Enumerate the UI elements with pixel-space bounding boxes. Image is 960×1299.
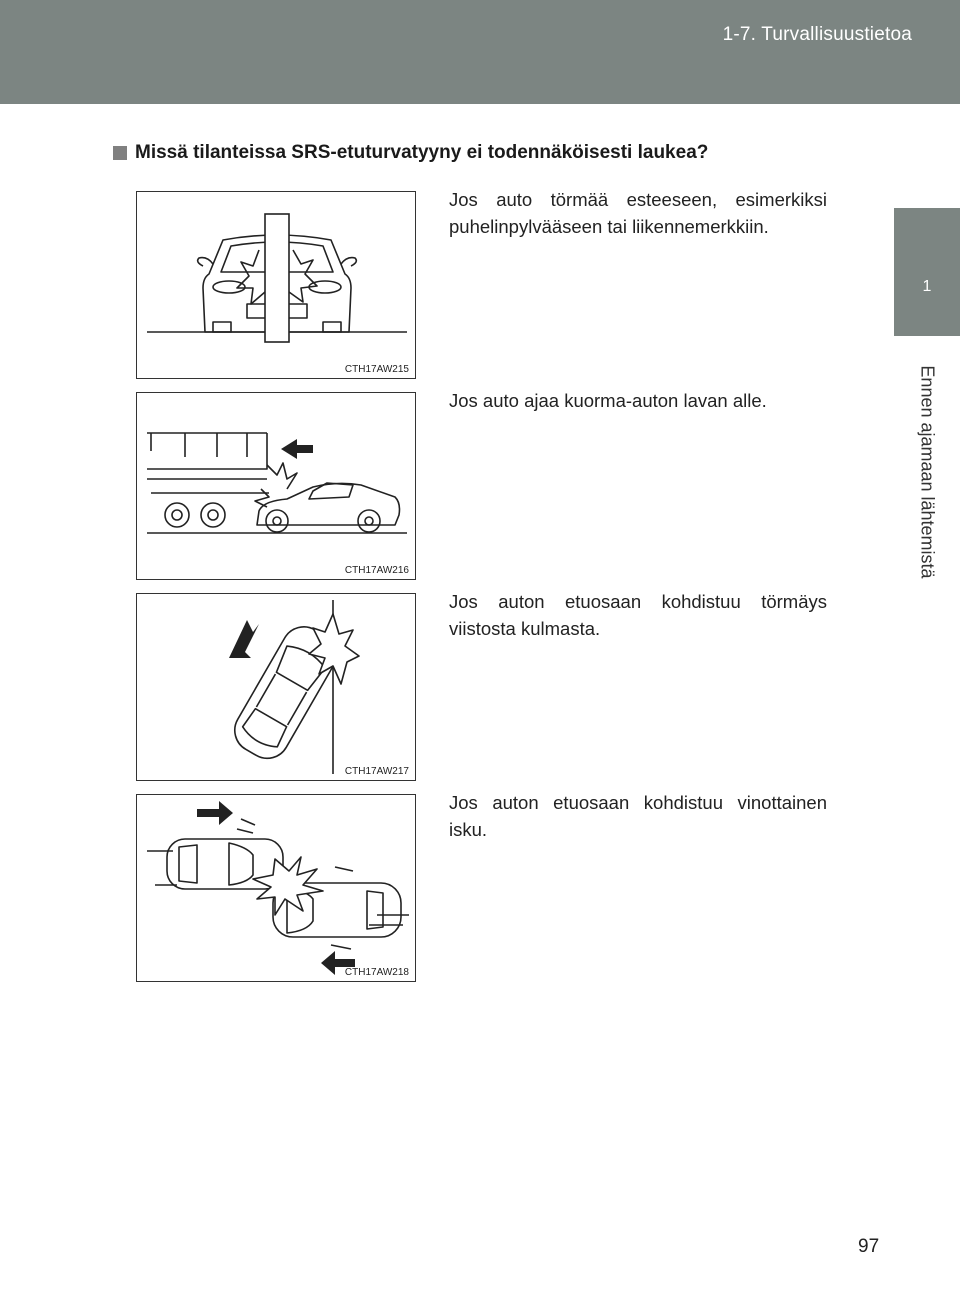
chapter-tab-label: Ennen ajamaan lähtemistä [917, 365, 938, 579]
figure-code: CTH17AW215 [344, 364, 409, 375]
pole-collision-illustration [137, 192, 415, 378]
section-heading [113, 142, 708, 164]
chapter-tab [894, 208, 960, 336]
figure-code: CTH17AW217 [344, 766, 409, 777]
figure-truck-underride [136, 392, 416, 580]
figure-code: CTH17AW218 [344, 967, 409, 978]
figure-code: CTH17AW216 [344, 565, 409, 576]
truck-underride-illustration [137, 393, 415, 579]
figure-pole-collision [136, 191, 416, 379]
diagonal-impact-illustration [137, 795, 415, 981]
item-description: Jos auton etuosaan kohdistuu vinottainen isku. [449, 792, 827, 840]
header-bar [0, 0, 960, 104]
section-heading-text: Missä tilanteissa SRS-etuturvatyyny ei todennäköisesti laukea? [135, 142, 709, 163]
oblique-collision-illustration [137, 594, 415, 780]
figure-diagonal-impact [136, 794, 416, 982]
item-description: Jos auton etuosaan kohdistuu törmäys viistosta kulmasta. [449, 591, 827, 639]
chapter-title: 1-7. Turvallisuustietoa [722, 24, 912, 45]
item-description: Jos auto törmää esteeseen, esimerkiksi puhelinpylvääseen tai liikennemerkkiin. [449, 189, 827, 237]
item-description: Jos auto ajaa kuorma-auton lavan alle. [449, 390, 767, 411]
figure-oblique-collision [136, 593, 416, 781]
page-number: 97 [858, 1236, 880, 1257]
chapter-tab-number: 1 [922, 278, 932, 295]
chapter-tab-label-area [894, 336, 960, 608]
square-bullet-icon [113, 146, 127, 160]
